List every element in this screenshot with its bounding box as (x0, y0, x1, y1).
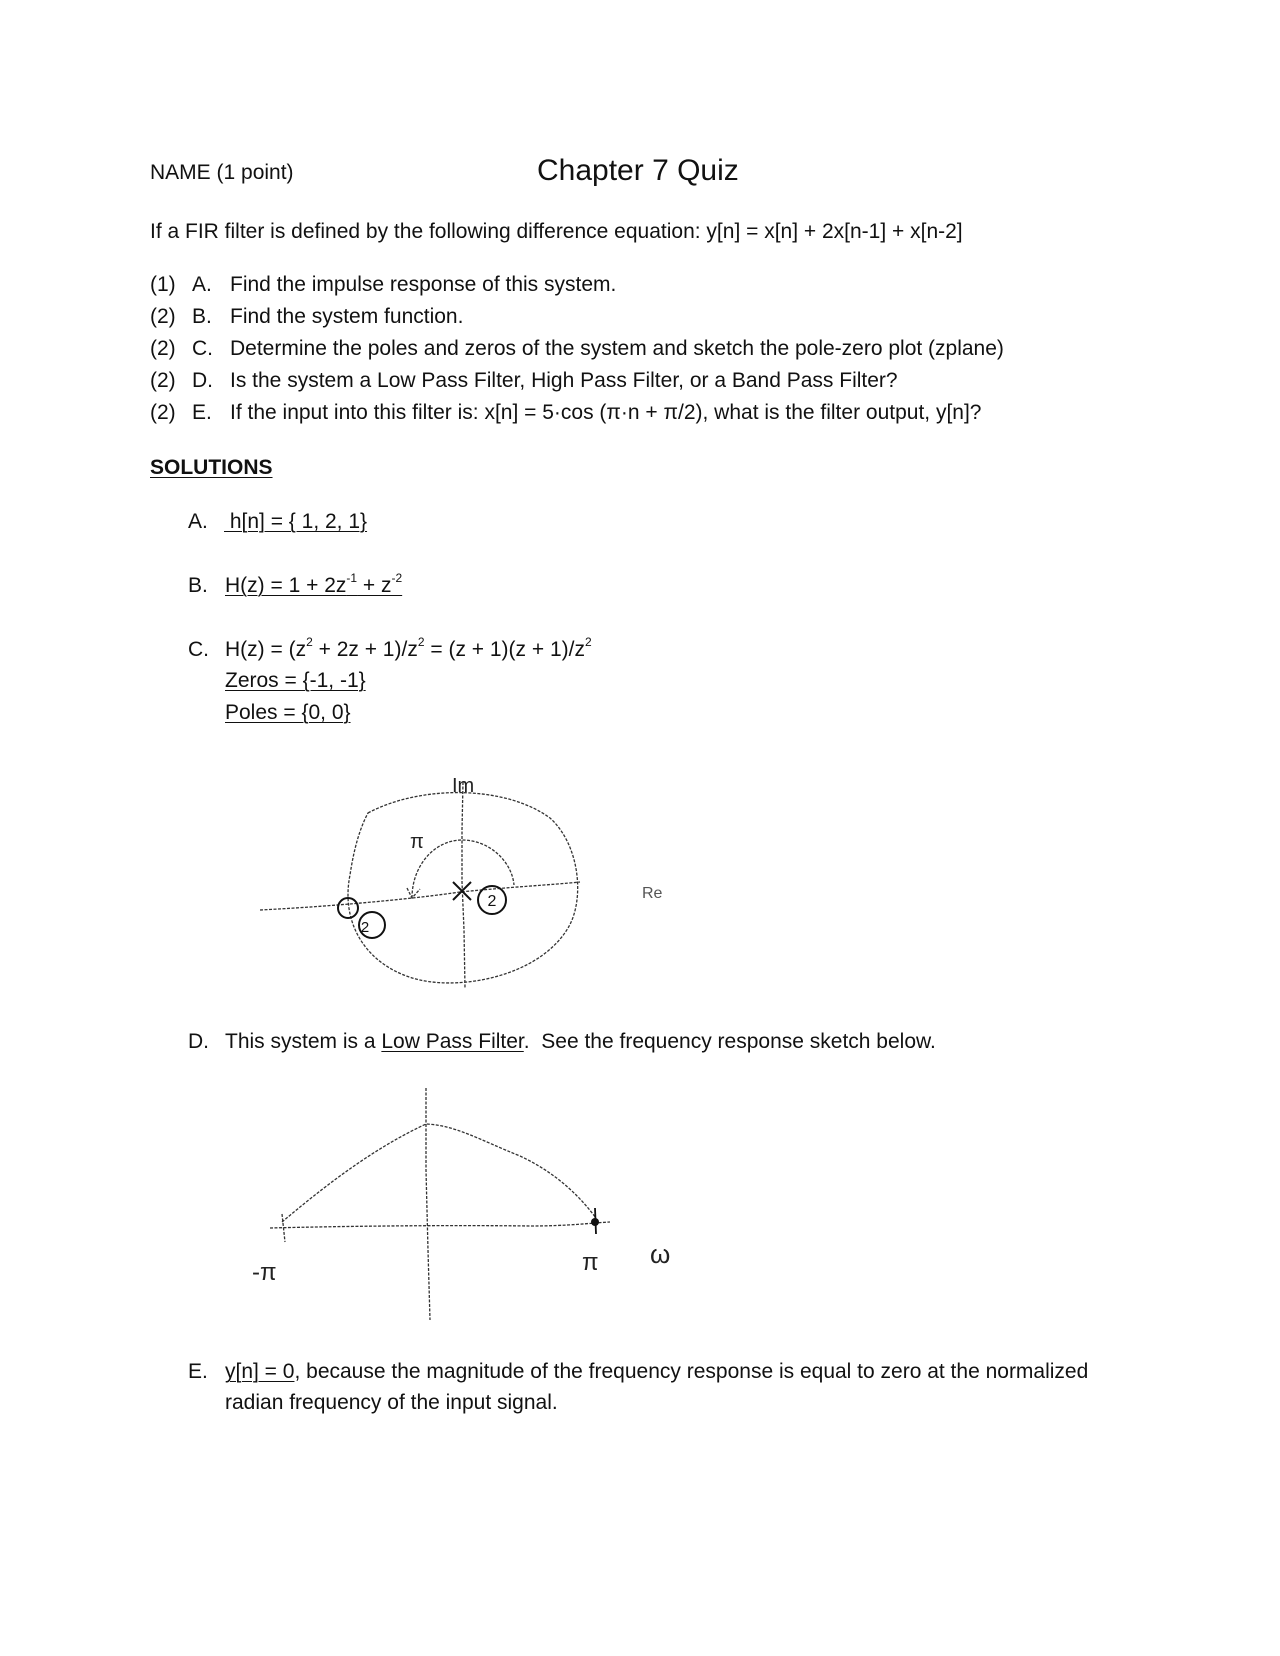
question-letter: B. (192, 305, 212, 328)
neg-pi-label: -π (252, 1259, 277, 1286)
magnitude-curve (282, 1124, 596, 1222)
question-text: If the input into this filter is: x[n] = 5·cos (π·n + π/2), what is the filter output, y[n]? (230, 401, 982, 424)
question-text: Is the system a Low Pass Filter, High Pass Filter, or a Band Pass Filter? (230, 369, 898, 392)
solution-b-pre: H(z) = 1 + 2z (225, 574, 347, 597)
solution-b-exp2: -2 (391, 571, 403, 585)
question-points: (1) (150, 273, 176, 296)
question-points: (2) (150, 401, 176, 424)
imag-axis-label: Im (452, 775, 475, 797)
solution-c-p1: H(z) = (z (225, 638, 307, 661)
solution-c-equation (225, 637, 592, 663)
frequency-axis (270, 1222, 610, 1228)
frequency-response-sketch (230, 1080, 710, 1340)
question-points: (2) (150, 305, 176, 328)
low-pass-filter-answer: Low Pass Filter (381, 1030, 524, 1053)
solution-c-letter: C. (188, 638, 209, 661)
zero-marker (338, 898, 358, 918)
page-title: Chapter 7 Quiz (537, 154, 739, 187)
pi-tick (595, 1208, 596, 1234)
solution-c-p2: + 2z + 1)/z (312, 638, 418, 661)
solution-b-exp1: -1 (346, 571, 358, 585)
solution-c-zeros: Zeros = {-1, -1} (225, 669, 366, 692)
name-label: NAME (1 point) (150, 161, 294, 184)
question-letter: D. (192, 369, 213, 392)
question-b (150, 304, 1004, 336)
solutions-heading: SOLUTIONS (150, 456, 273, 479)
solution-d-post: . See the frequency response sketch below. (523, 1030, 936, 1053)
vertical-axis (426, 1088, 430, 1320)
solution-b-text (225, 573, 402, 599)
solution-d-pre: This system is a (225, 1030, 382, 1053)
question-c (150, 336, 1004, 368)
solution-e-rest: , because the magnitude of the frequency response is equal to zero at the normalized (294, 1360, 1089, 1383)
question-points: (2) (150, 369, 176, 392)
solution-e-line1 (225, 1359, 1088, 1385)
solution-a-text: h[n] = { 1, 2, 1} (224, 510, 368, 533)
solution-d-text (225, 1029, 936, 1055)
question-a (150, 272, 1004, 304)
solution-e-answer: y[n] = 0 (225, 1360, 295, 1383)
real-axis-label: Re (642, 885, 663, 902)
zero-multiplicity: 2 (360, 919, 370, 936)
omega-label: ω (650, 1239, 671, 1269)
solution-a-letter: A. (188, 510, 208, 533)
problem-intro: If a FIR filter is defined by the following difference equation: y[n] = x[n] + 2x[n-1] + x[n-2] (150, 220, 963, 243)
solution-e-line2: radian frequency of the input signal. (225, 1391, 558, 1414)
solution-b-mid: + z (357, 574, 392, 597)
question-d (150, 368, 1004, 400)
angle-arrow (407, 888, 420, 898)
question-e (150, 400, 1004, 432)
solution-c-e3: 2 (584, 635, 592, 649)
question-letter: E. (192, 401, 212, 424)
solution-c-e1: 2 (306, 635, 313, 649)
real-axis (260, 882, 580, 910)
question-text: Find the system function. (230, 305, 464, 328)
question-text: Determine the poles and zeros of the system and sketch the pole-zero plot (zplane) (230, 337, 1004, 360)
solution-d-letter: D. (188, 1030, 209, 1053)
pole-zero-sketch (250, 770, 710, 1000)
imag-axis (462, 782, 465, 988)
solution-c-poles: Poles = {0, 0} (225, 701, 351, 724)
question-letter: C. (192, 337, 213, 360)
angle-label: π (410, 831, 424, 853)
solution-b-letter: B. (188, 574, 208, 597)
solution-e-letter: E. (188, 1360, 208, 1383)
solution-c-p3: = (z + 1)(z + 1)/z (424, 638, 585, 661)
question-list (150, 272, 1004, 432)
pole-multiplicity: 2 (487, 893, 497, 910)
question-points: (2) (150, 337, 176, 360)
pos-pi-label: π (582, 1249, 599, 1276)
solution-c-e2: 2 (417, 635, 425, 649)
question-text: Find the impulse response of this system. (230, 273, 617, 296)
question-letter: A. (192, 273, 212, 296)
